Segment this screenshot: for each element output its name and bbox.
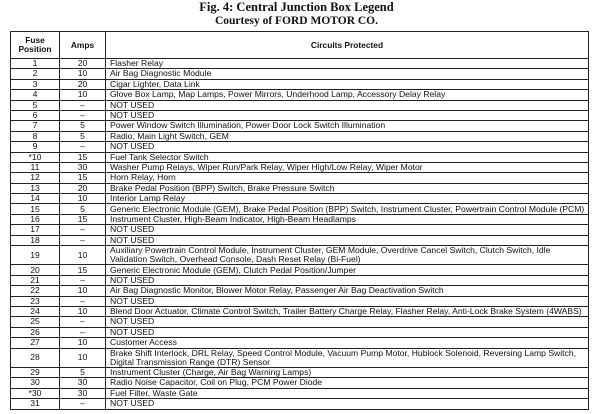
fuse-position-cell: 15: [11, 204, 60, 214]
fuse-position-cell: 22: [11, 286, 60, 296]
amps-cell: 30: [60, 162, 106, 172]
table-row: [11, 327, 589, 337]
amps-cell: 10: [60, 348, 106, 367]
circuits-cell: NOT USED: [106, 327, 589, 337]
fuse-position-cell: 18: [11, 235, 60, 245]
fuse-position-cell: 24: [11, 307, 60, 317]
amps-cell: 10: [60, 69, 106, 79]
table-row: [11, 367, 589, 377]
circuits-cell: Glove Box Lamp, Map Lamps, Power Mirrors, Underhood Lamp, Accessory Delay Relay: [106, 90, 589, 100]
table-row: [11, 214, 589, 224]
amps-cell: 20: [60, 59, 106, 69]
fuse-position-cell: 4: [11, 90, 60, 100]
header-fuse-position: Fuse Position: [11, 32, 60, 59]
table-row: [11, 265, 589, 275]
fuse-position-cell: 8: [11, 131, 60, 141]
fuse-position-cell: 30: [11, 378, 60, 388]
table-row: [11, 275, 589, 285]
header-amps: Amps: [60, 32, 106, 59]
amps-cell: 5: [60, 131, 106, 141]
circuits-cell: Instrument Cluster, High-Beam Indicator, High-Beam Headlamps: [106, 214, 589, 224]
table-row: [11, 131, 589, 141]
amps-cell: –: [60, 275, 106, 285]
circuits-cell: Generic Electronic Module (GEM), Brake Pedal Position (BPP) Switch, Instrument Cluster, Powertrain Control Module (PCM): [106, 204, 589, 214]
circuits-cell: Generic Electronic Module (GEM), Clutch Pedal Position/Jumper: [106, 265, 589, 275]
circuits-cell: Air Bag Diagnostic Module: [106, 69, 589, 79]
circuits-cell: Air Bag Diagnostic Monitor, Blower Motor Relay, Passenger Air Bag Deactivation Switch: [106, 286, 589, 296]
amps-cell: 20: [60, 79, 106, 89]
circuits-cell: NOT USED: [106, 235, 589, 245]
table-row: [11, 307, 589, 317]
fuse-position-cell: 27: [11, 338, 60, 348]
circuits-cell: NOT USED: [106, 100, 589, 110]
circuits-cell: NOT USED: [106, 399, 589, 409]
circuits-cell: Customer Access: [106, 338, 589, 348]
figure-title: Fig. 4: Central Junction Box Legend: [199, 0, 394, 14]
table-row: [11, 378, 589, 388]
circuits-cell: Auxiliary Powertrain Control Module, Instrument Cluster, GEM Module, Overdrive Cancel Switch, Clutch Switch, Idle Validation Switch, Overhead Console, Dash Reset Relay (Bi-Fuel): [106, 246, 589, 265]
amps-cell: –: [60, 327, 106, 337]
header-circuits-protected: Circuits Protected: [106, 32, 589, 59]
circuits-cell: Flasher Relay: [106, 59, 589, 69]
amps-cell: 10: [60, 307, 106, 317]
amps-cell: –: [60, 296, 106, 306]
fuse-position-cell: 12: [11, 173, 60, 183]
circuits-cell: Fuel Tank Selector Switch: [106, 152, 589, 162]
amps-cell: 30: [60, 378, 106, 388]
amps-cell: –: [60, 317, 106, 327]
amps-cell: 20: [60, 183, 106, 193]
fuse-position-cell: 9: [11, 142, 60, 152]
amps-cell: 5: [60, 121, 106, 131]
fuse-position-cell: *10: [11, 152, 60, 162]
circuits-cell: Radio Noise Capacitor, Coil on Plug, PCM Power Diode: [106, 378, 589, 388]
table-row: [11, 348, 589, 367]
amps-cell: 5: [60, 367, 106, 377]
amps-cell: –: [60, 225, 106, 235]
fuse-position-cell: 11: [11, 162, 60, 172]
circuits-cell: Interior Lamp Relay: [106, 194, 589, 204]
fuse-position-cell: 25: [11, 317, 60, 327]
fuse-position-cell: 31: [11, 399, 60, 409]
amps-cell: –: [60, 399, 106, 409]
amps-cell: 15: [60, 173, 106, 183]
amps-cell: 10: [60, 286, 106, 296]
fuse-position-cell: 17: [11, 225, 60, 235]
amps-cell: 10: [60, 194, 106, 204]
fuse-position-cell: 26: [11, 327, 60, 337]
amps-cell: 15: [60, 152, 106, 162]
table-header: [11, 32, 589, 59]
fuse-position-cell: 16: [11, 214, 60, 224]
fuse-position-cell: 5: [11, 100, 60, 110]
table-row: [11, 235, 589, 245]
table-row: [11, 204, 589, 214]
fuse-position-cell: 28: [11, 348, 60, 367]
circuits-cell: NOT USED: [106, 110, 589, 120]
amps-cell: 10: [60, 246, 106, 265]
table-row: [11, 388, 589, 398]
table-row: [11, 69, 589, 79]
fuse-position-cell: 29: [11, 367, 60, 377]
amps-cell: –: [60, 235, 106, 245]
circuits-cell: NOT USED: [106, 296, 589, 306]
amps-cell: 15: [60, 265, 106, 275]
fuse-position-cell: 19: [11, 246, 60, 265]
circuits-cell: NOT USED: [106, 275, 589, 285]
table-row: [11, 225, 589, 235]
fuse-position-cell: 1: [11, 59, 60, 69]
table-row: [11, 286, 589, 296]
fuse-position-cell: 23: [11, 296, 60, 306]
circuits-cell: Brake Pedal Position (BPP) Switch, Brake Pressure Switch: [106, 183, 589, 193]
amps-cell: –: [60, 110, 106, 120]
circuits-cell: NOT USED: [106, 225, 589, 235]
circuits-cell: Cigar Lighter, Data Link: [106, 79, 589, 89]
table-row: [11, 173, 589, 183]
fuse-position-cell: *30: [11, 388, 60, 398]
figure-credit: Courtesy of FORD MOTOR CO.: [214, 15, 378, 27]
circuits-cell: Brake Shift Interlock, DRL Relay, Speed Control Module, Vacuum Pump Motor, Hublock Solenoid, Reversing Lamp Switch, Digital Transmission Range (DTR) Sensor: [106, 348, 589, 367]
table-row: [11, 399, 589, 409]
table-row: [11, 183, 589, 193]
amps-cell: –: [60, 142, 106, 152]
fuse-position-cell: 13: [11, 183, 60, 193]
table-row: [11, 90, 589, 100]
table-body: [11, 59, 589, 410]
amps-cell: 5: [60, 204, 106, 214]
table-row: [11, 100, 589, 110]
table-row: [11, 194, 589, 204]
circuits-cell: Radio, Main Light Switch, GEM: [106, 131, 589, 141]
table-row: [11, 296, 589, 306]
amps-cell: 10: [60, 338, 106, 348]
amps-cell: 10: [60, 90, 106, 100]
circuits-cell: Blend Door Actuator, Climate Control Switch, Trailer Battery Charge Relay, Flasher Relay, Anti-Lock Brake System (4WABS): [106, 307, 589, 317]
amps-cell: –: [60, 100, 106, 110]
table-row: [11, 246, 589, 265]
amps-cell: 30: [60, 388, 106, 398]
fuse-position-cell: 7: [11, 121, 60, 131]
fuse-position-cell: 14: [11, 194, 60, 204]
table-row: [11, 162, 589, 172]
table-row: [11, 59, 589, 69]
table-row: [11, 121, 589, 131]
fuse-legend-table: [10, 31, 589, 410]
table-row: [11, 110, 589, 120]
fuse-position-cell: 20: [11, 265, 60, 275]
circuits-cell: Washer Pump Relays, Wiper Run/Park Relay, Wiper High/Low Relay, Wiper Motor: [106, 162, 589, 172]
fuse-position-cell: 21: [11, 275, 60, 285]
circuits-cell: NOT USED: [106, 142, 589, 152]
table-row: [11, 79, 589, 89]
table-row: [11, 142, 589, 152]
fuse-position-cell: 2: [11, 69, 60, 79]
circuits-cell: Power Window Switch Illumination, Power Door Lock Switch Illumination: [106, 121, 589, 131]
fuse-position-cell: 3: [11, 79, 60, 89]
header-row: [11, 32, 589, 59]
circuits-cell: Horn Relay, Horn: [106, 173, 589, 183]
fuse-position-cell: 6: [11, 110, 60, 120]
table-row: [11, 317, 589, 327]
table-row: [11, 338, 589, 348]
circuits-cell: Instrument Cluster (Charge, Air Bag Warning Lamps): [106, 367, 589, 377]
table-row: [11, 152, 589, 162]
circuits-cell: Fuel Filter, Waste Gate: [106, 388, 589, 398]
circuits-cell: NOT USED: [106, 317, 589, 327]
amps-cell: 15: [60, 214, 106, 224]
